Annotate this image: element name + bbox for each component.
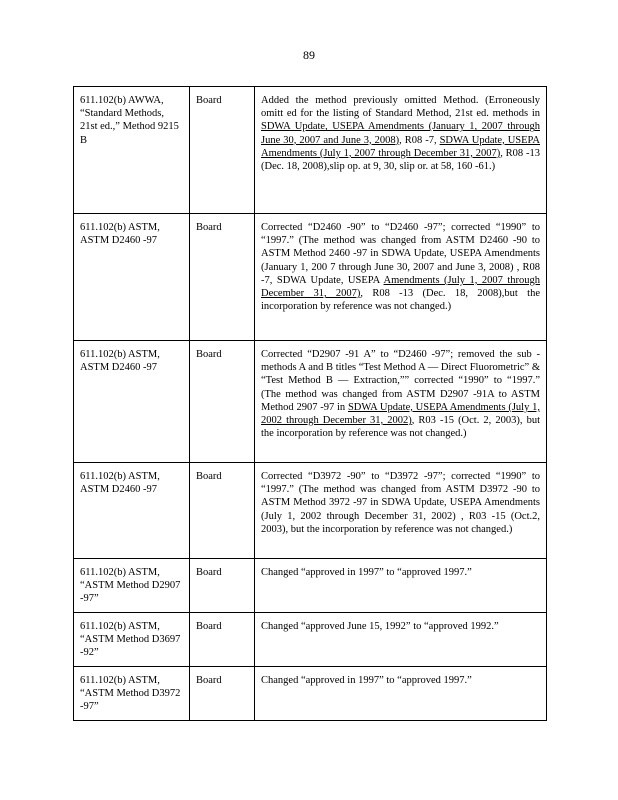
description-text: Changed “approved in 1997” to “approved 1997.” <box>261 567 472 578</box>
section-cell: 611.102(b) AWWA, “Standard Methods, 21st ed.,” Method 9215 B <box>74 87 190 214</box>
description-cell <box>255 87 547 214</box>
description-underlined-text: SDWA Update, USEPA Amendments (July 1, 2002 through December 31, 2002) <box>261 401 541 427</box>
party-cell: Board <box>190 463 255 559</box>
section-cell: 611.102(b) ASTM, ASTM D2460 -97 <box>74 463 190 559</box>
description-underlined-text: SDWA Update, USEPA Amendments (January 1, 2007 through June 30, 2007 and June 3, 2008) <box>261 121 540 146</box>
table-row <box>74 341 547 463</box>
description-text: Changed “approved June 15, 1992” to “approved 1992.” <box>261 621 499 632</box>
amendments-table <box>73 86 547 721</box>
description-cell <box>255 463 547 559</box>
table-row <box>74 613 547 667</box>
party-cell: Board <box>190 214 255 341</box>
description-text: , R08 -13 (Dec. 18, 2008),but the incorporation by reference was not changed.) <box>261 288 540 313</box>
table-row <box>74 559 547 613</box>
description-text: Corrected “D2460 -90” to “D2460 -97”; corrected “1990” to “1997.” (The method was changed from ASTM D2460 -90 to ASTM Method 2460 -97 in SDWA Update, USEPA Amendments (January 1, 200 7 through June 30, 2007 and June 3, 2008) , R08 -7, SDWA Update, USEPA <box>261 222 540 286</box>
description-cell <box>255 613 547 667</box>
section-cell: 611.102(b) ASTM, “ASTM Method D3972 -97” <box>74 667 190 721</box>
description-text: , R08 -7, <box>399 134 440 146</box>
description-text: Corrected “D3972 -90” to “D3972 -97”; corrected “1990” to “1997.” (The method was changed from ASTM D3972 -90 to ASTM Method 3972 -97 in SDWA Update, USEPA Amendments (July 1, 2002 through December 31, 2002) , R03 -15 (Oct.2, 2003), but the incorporation by reference was not changed.) <box>261 471 540 535</box>
section-cell: 611.102(b) ASTM, ASTM D2460 -97 <box>74 341 190 463</box>
description-text: Added the method previously omitted Method. (Erroneously omitt ed for the listing of Standard Method, 21st ed. methods in <box>261 95 540 120</box>
section-cell: 611.102(b) ASTM, “ASTM Method D2907 -97” <box>74 559 190 613</box>
party-cell: Board <box>190 667 255 721</box>
party-cell: Board <box>190 559 255 613</box>
party-cell: Board <box>190 613 255 667</box>
page-number: 89 <box>303 48 315 62</box>
section-cell: 611.102(b) ASTM, ASTM D2460 -97 <box>74 214 190 341</box>
description-text: Corrected “D2907 -91 A” to “D2460 -97”; removed the sub -methods A and B titles “Test Method A — Direct Fluorometric” & “Test Method B — Extraction,”” corrected “1990” to “1997.” (The method was changed from ASTM D2907 -91A to ASTM Method 2907 -97 in <box>261 349 540 413</box>
description-underlined-text: SDWA Update, USEPA Amendments (July 1, 2007 through December 31, 2007) <box>261 134 540 159</box>
table-row <box>74 87 547 214</box>
description-text: , R08 -13 (Dec. 18, 2008),slip op. at 9, 30, slip or. at 58, 160 -61.) <box>261 147 540 173</box>
description-cell <box>255 341 547 463</box>
description-text: Changed “approved in 1997” to “approved 1997.” <box>261 675 472 686</box>
description-underlined-text: Amendments (July 1, 2007 through December 31, 2007) <box>261 274 540 300</box>
party-cell: Board <box>190 341 255 463</box>
table-row <box>74 214 547 341</box>
table-row <box>74 463 547 559</box>
description-cell <box>255 559 547 613</box>
table-row <box>74 667 547 721</box>
description-cell <box>255 214 547 341</box>
section-cell: 611.102(b) ASTM, “ASTM Method D3697 -92” <box>74 613 190 667</box>
party-cell: Board <box>190 87 255 214</box>
description-text: , R03 -15 (Oct. 2, 2003), but the incorporation by reference was not changed.) <box>261 415 540 440</box>
description-cell <box>255 667 547 721</box>
